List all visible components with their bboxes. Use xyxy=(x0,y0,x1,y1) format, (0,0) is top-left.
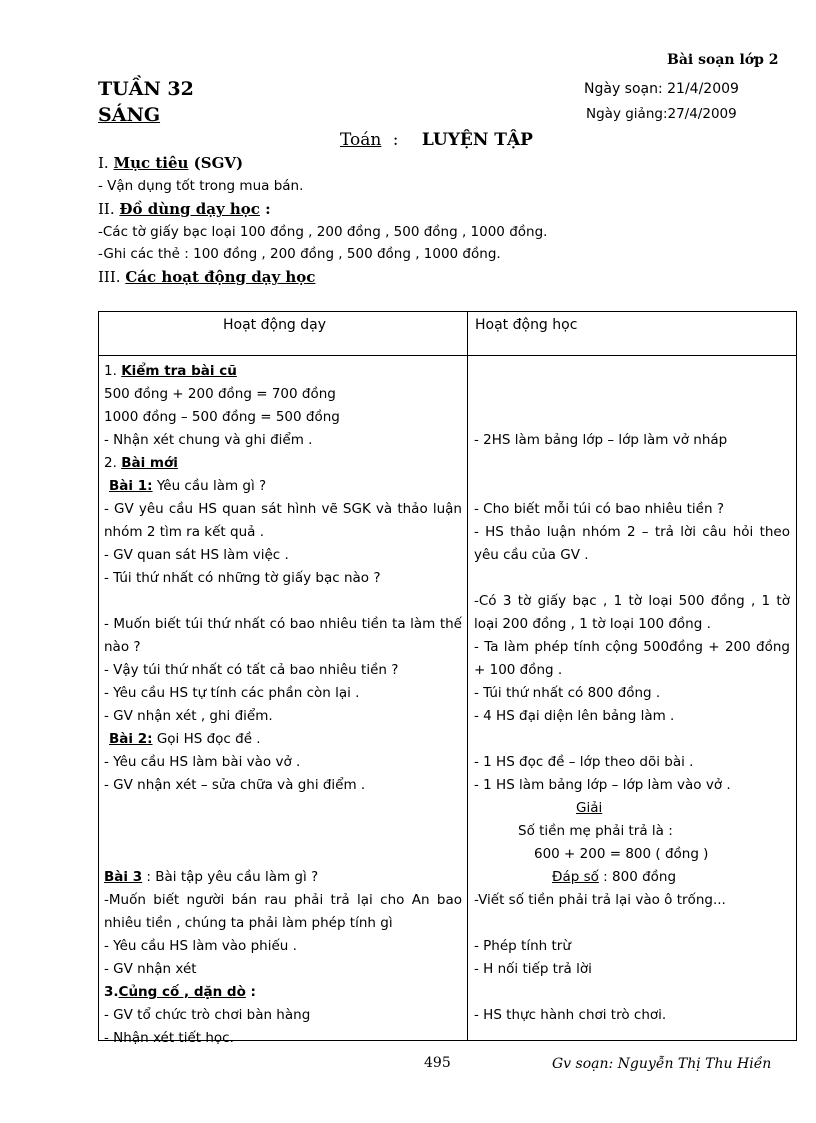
solution-answer: Đáp số : 800 đồng xyxy=(552,869,677,885)
student-line: - Cho biết mỗi túi có bao nhiêu tiền ? xyxy=(474,501,724,517)
wrapup-heading: 3.Củng cố , dặn dò : xyxy=(104,984,256,1000)
teacher-line: - GV yêu cầu HS quan sát hình vẽ SGK và thảo luận nhóm 2 tìm ra kết quả . xyxy=(104,501,462,540)
table-header-divider xyxy=(98,355,797,356)
student-line: - Túi thứ nhất có 800 đồng . xyxy=(474,685,661,701)
teacher-line: - GV quan sát HS làm việc . xyxy=(104,547,289,563)
new-lesson-title: Bài mới xyxy=(121,455,178,471)
teacher-column-header: Hoạt động dạy xyxy=(223,317,327,333)
review-title: Kiểm tra bài cũ xyxy=(121,363,237,379)
session-title: SÁNG xyxy=(98,104,161,126)
lesson-title xyxy=(340,130,533,150)
teacher-line: - Muốn biết túi thứ nhất có bao nhiêu tiền ta làm thế nào ? xyxy=(104,616,462,655)
lesson-name: LUYỆN TẬP xyxy=(421,130,533,150)
new-lesson-heading: 2. Bài mới xyxy=(104,455,178,471)
teacher-line: - Nhận xét tiết học. xyxy=(104,1030,234,1046)
teacher-line: - Nhận xét chung và ghi điểm . xyxy=(104,432,313,448)
student-line: - H nối tiếp trả lời xyxy=(474,961,592,977)
materials-item-2: -Ghi các thẻ : 100 đồng , 200 đồng , 500 đồng , 1000 đồng. xyxy=(98,246,501,262)
teach-date: Ngày giảng:27/4/2009 xyxy=(586,106,737,122)
table-column-divider xyxy=(467,311,468,1041)
materials-suffix: : xyxy=(259,200,271,218)
author-credit: Gv soạn: Nguyễn Thị Thu Hiền xyxy=(552,1056,772,1072)
teacher-line: - Túi thứ nhất có những tờ giấy bạc nào ? xyxy=(104,570,381,586)
teacher-line: - Yêu cầu HS làm bài vào vở . xyxy=(104,754,301,770)
lesson-subject: Toán xyxy=(340,130,382,150)
student-line: - Phép tính trừ xyxy=(474,938,571,954)
goals-item: - Vận dụng tốt trong mua bán. xyxy=(98,178,304,194)
materials-title: Đồ dùng dạy học xyxy=(119,200,260,218)
lesson-separator: : xyxy=(392,130,399,150)
teacher-line: 1000 đồng – 500 đồng = 500 đồng xyxy=(104,409,340,425)
student-line: - 1 HS làm bảng lớp – lớp làm vào vở . xyxy=(474,777,731,793)
student-line: - Ta làm phép tính cộng 500đồng + 200 đồng + 100 đồng . xyxy=(474,639,790,678)
goals-suffix: (SGV) xyxy=(188,154,244,172)
teacher-line: - Vậy túi thứ nhất có tất cả bao nhiêu tiền ? xyxy=(104,662,399,678)
student-column-header: Hoạt động học xyxy=(475,317,578,333)
teacher-line: 500 đồng + 200 đồng = 700 đồng xyxy=(104,386,336,402)
student-activities xyxy=(474,429,790,1027)
teacher-line: - Yêu cầu HS tự tính các phần còn lại . xyxy=(104,685,360,701)
prep-date: Ngày soạn: 21/4/2009 xyxy=(584,81,739,97)
teacher-line: - GV nhận xét , ghi điểm. xyxy=(104,708,273,724)
student-line: - 4 HS đại diện lên bảng làm . xyxy=(474,708,675,724)
student-line: - 1 HS đọc đề – lớp theo dõi bài . xyxy=(474,754,694,770)
materials-item-1: -Các tờ giấy bạc loại 100 đồng , 200 đồng , 500 đồng , 1000 đồng. xyxy=(98,224,548,240)
student-line: - HS thực hành chơi trò chơi. xyxy=(474,1007,667,1023)
solution-title: Giải xyxy=(576,800,603,816)
course-label: Bài soạn lớp 2 xyxy=(667,52,779,68)
teacher-line: - GV tổ chức trò chơi bàn hàng xyxy=(104,1007,311,1023)
solution-line: 600 + 200 = 800 ( đồng ) xyxy=(534,846,709,862)
student-line: -Viết số tiền phải trả lại vào ô trống... xyxy=(474,892,726,908)
activities-title: Các hoạt động dạy học xyxy=(125,268,316,286)
student-line: - HS thảo luận nhóm 2 – trả lời câu hỏi theo yêu cầu của GV . xyxy=(474,524,790,563)
materials-number: II. xyxy=(98,200,115,218)
activities-heading xyxy=(98,268,315,286)
materials-heading xyxy=(98,200,271,218)
teacher-line: - GV nhận xét xyxy=(104,961,197,977)
student-line: -Có 3 tờ giấy bạc , 1 tờ loại 500 đồng , 1 tờ loại 200 đồng , 1 tờ loại 100 đồng . xyxy=(474,593,790,632)
exercise-2-heading: Bài 2: Gọi HS đọc đề . xyxy=(109,731,261,747)
teacher-activities xyxy=(104,360,462,1050)
student-line: - 2HS làm bảng lớp – lớp làm vở nháp xyxy=(474,432,728,448)
exercise-1-heading: Bài 1: Yêu cầu làm gì ? xyxy=(109,478,267,494)
teacher-line: - GV nhận xét – sửa chữa và ghi điểm . xyxy=(104,777,366,793)
teacher-line: - Yêu cầu HS làm vào phiếu . xyxy=(104,938,297,954)
review-heading: 1. Kiểm tra bài cũ xyxy=(104,363,237,379)
solution-line: Số tiền mẹ phải trả là : xyxy=(518,823,673,839)
wrapup-title: Củng cố , dặn dò xyxy=(118,984,246,1000)
week-title: TUẦN 32 xyxy=(98,78,194,100)
activities-number: III. xyxy=(98,268,121,286)
goals-heading xyxy=(98,154,243,172)
goals-title: Mục tiêu xyxy=(113,154,189,172)
page-number: 495 xyxy=(424,1055,451,1071)
teacher-line: -Muốn biết người bán rau phải trả lại cho An bao nhiêu tiền , chúng ta phải làm phép tính gì xyxy=(104,892,462,931)
goals-number: I. xyxy=(98,154,109,172)
exercise-3-heading: Bài 3 : Bài tập yêu cầu làm gì ? xyxy=(104,869,319,885)
